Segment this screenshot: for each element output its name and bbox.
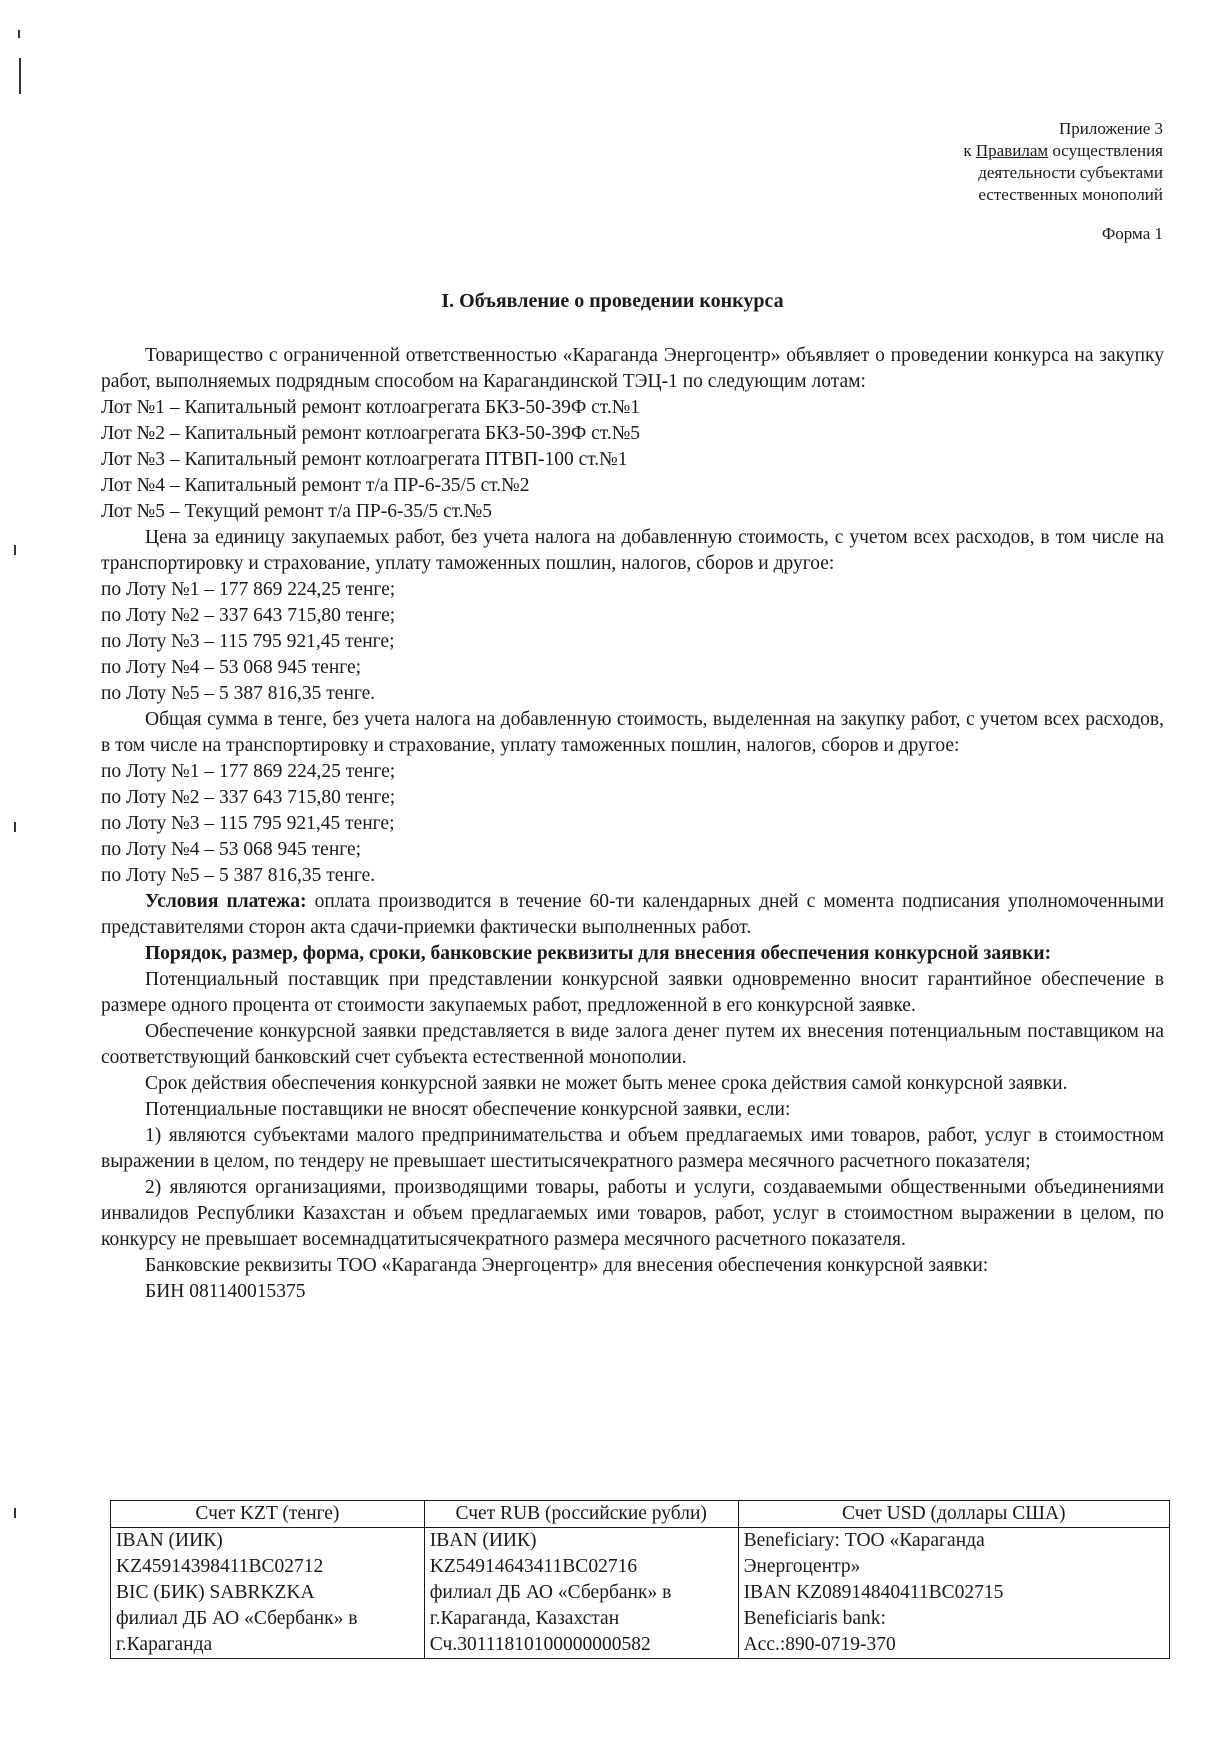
scan-mark bbox=[14, 1508, 16, 1518]
unit-price-item: по Лоту №3 – 115 795 921,45 тенге; bbox=[101, 631, 395, 652]
rub-line: г.Караганда, Казахстан bbox=[429, 1608, 620, 1629]
security-paragraph: Обеспечение конкурсной заявки представляется в виде залога денег путем их внесения потенциальным поставщиком на соответствующий банковский счет субъекта естественной монополии. bbox=[101, 1021, 1164, 1068]
bank-details-intro: Банковские реквизиты ТОО «Караганда Энергоцентр» для внесения обеспечения конкурсной заявки: bbox=[145, 1255, 989, 1276]
exemption-item: 1) являются субъектами малого предпринимательства и объем предлагаемых ими товаров, работ, услуг в стоимостном выражении в целом, по тендеру не превышает шеститысячекратного размера месячного расчетного показателя; bbox=[101, 1125, 1164, 1172]
payment-label: Условия платежа: bbox=[145, 891, 307, 912]
security-paragraph: Потенциальный поставщик при представлении конкурсной заявки одновременно вносит гарантийное обеспечение в размере одного процента от стоимости закупаемых работ, предложенной в его конкурсной заявке. bbox=[101, 969, 1164, 1016]
total-item: по Лоту №1 – 177 869 224,25 тенге; bbox=[101, 761, 396, 782]
unit-price-intro: Цена за единицу закупаемых работ, без учета налога на добавленную стоимость, с учетом всех расходов, в том числе на транспортировку и страхование, уплату таможенных пошлин, налогов, сборов и другое: bbox=[101, 527, 1164, 574]
rub-line: Сч.30111810100000000582 bbox=[429, 1634, 651, 1655]
scan-mark bbox=[14, 545, 16, 555]
unit-price-item: по Лоту №2 – 337 643 715,80 тенге; bbox=[101, 605, 396, 626]
usd-line: Acc.:890-0719-370 bbox=[743, 1634, 896, 1655]
lot-item: Лот №2 – Капитальный ремонт котлоагрегата БКЗ-50-39Ф ст.№5 bbox=[101, 423, 641, 444]
usd-line: Beneficiaris bank: bbox=[743, 1608, 886, 1629]
security-paragraph: Потенциальные поставщики не вносят обеспечение конкурсной заявки, если: bbox=[145, 1099, 791, 1120]
usd-account-cell bbox=[738, 1528, 1169, 1659]
rub-account-cell bbox=[424, 1528, 738, 1659]
document-title: I. Объявление о проведении конкурса bbox=[441, 290, 784, 312]
total-item: по Лоту №2 – 337 643 715,80 тенге; bbox=[101, 787, 396, 808]
document-body bbox=[101, 343, 1164, 1305]
usd-line: Beneficiary: ТОО «Караганда bbox=[743, 1530, 985, 1551]
rub-line: IBAN (ИИК) bbox=[429, 1530, 537, 1551]
total-item: по Лоту №4 – 53 068 945 тенге; bbox=[101, 839, 362, 860]
lot-item: Лот №4 – Капитальный ремонт т/а ПР-6-35/5 ст.№2 bbox=[101, 475, 530, 496]
header-usd: Счет USD (доллары США) bbox=[738, 1501, 1169, 1528]
appendix-rules-line: к Правилам осуществления bbox=[963, 141, 1163, 160]
appendix-line3: деятельности субъектами bbox=[978, 163, 1163, 182]
lot-item: Лот №3 – Капитальный ремонт котлоагрегата ПТВП-100 ст.№1 bbox=[101, 449, 628, 470]
header-kzt: Счет KZT (тенге) bbox=[111, 1501, 425, 1528]
total-intro: Общая сумма в тенге, без учета налога на добавленную стоимость, выделенная на закупку работ, с учетом всех расходов, в том числе на транспортировку и страхование, уплату таможенных пошлин, налогов, сборов и другое: bbox=[101, 709, 1164, 756]
usd-line: IBAN KZ08914840411BC02715 bbox=[743, 1582, 1004, 1603]
header-rub: Счет RUB (российские рубли) bbox=[424, 1501, 738, 1528]
appendix-number: Приложение 3 bbox=[1059, 119, 1163, 138]
kzt-line: филиал ДБ АО «Сбербанк» в bbox=[116, 1608, 358, 1629]
rub-line: филиал ДБ АО «Сбербанк» в bbox=[429, 1582, 672, 1603]
unit-price-item: по Лоту №5 – 5 387 816,35 тенге. bbox=[101, 683, 376, 704]
lot-item: Лот №1 – Капитальный ремонт котлоагрегата БКЗ-50-39Ф ст.№1 bbox=[101, 397, 641, 418]
total-item: по Лоту №3 – 115 795 921,45 тенге; bbox=[101, 813, 395, 834]
usd-line: Энергоцентр» bbox=[743, 1556, 861, 1577]
kzt-line: г.Караганда bbox=[116, 1634, 213, 1655]
intro-paragraph: Товарищество с ограниченной ответственностью «Караганда Энергоцентр» объявляет о проведении конкурса на закупку работ, выполняемых подрядным способом на Карагандинской ТЭЦ-1 по следующим лотам: bbox=[101, 345, 1164, 392]
lot-item: Лот №5 – Текущий ремонт т/а ПР-6-35/5 ст.№5 bbox=[101, 501, 492, 522]
payment-text: оплата производится в течение 60-ти календарных дней с момента подписания уполномоченными представителями сторон акта сдачи-приемки фактически выполненных работ. bbox=[101, 891, 1165, 938]
kzt-line: IBAN (ИИК) bbox=[116, 1530, 223, 1551]
appendix-header bbox=[963, 118, 1163, 206]
unit-price-item: по Лоту №1 – 177 869 224,25 тенге; bbox=[101, 579, 396, 600]
scan-mark bbox=[18, 30, 20, 38]
security-paragraph: Срок действия обеспечения конкурсной заявки не может быть менее срока действия самой конкурсной заявки. bbox=[145, 1073, 1068, 1094]
appendix-line4: естественных монополий bbox=[978, 185, 1163, 204]
payment-terms bbox=[101, 889, 1164, 941]
exemption-item: 2) являются организациями, производящими товары, работы и услуги, создаваемыми общественными объединениями инвалидов Республики Казахстан и объем предлагаемых ими товаров, работ, услуг в стоимостном выражении в целом, по конкурсу не превышает восемнадцатитысячекратного размера месячного расчетного показателя. bbox=[101, 1177, 1164, 1250]
bin-number: БИН 081140015375 bbox=[145, 1281, 306, 1302]
form-label: Форма 1 bbox=[1101, 224, 1163, 243]
security-heading: Порядок, размер, форма, сроки, банковские реквизиты для внесения обеспечения конкурсной заявки: bbox=[145, 943, 1052, 964]
rub-line: KZ54914643411BC02716 bbox=[429, 1556, 638, 1577]
total-item: по Лоту №5 – 5 387 816,35 тенге. bbox=[101, 865, 376, 886]
table-header-row bbox=[111, 1501, 1170, 1528]
scan-mark bbox=[14, 822, 16, 832]
bank-details-table bbox=[110, 1500, 1170, 1659]
unit-price-item: по Лоту №4 – 53 068 945 тенге; bbox=[101, 657, 362, 678]
scan-mark bbox=[19, 58, 21, 94]
rules-link[interactable]: Правилам bbox=[975, 141, 1049, 160]
kzt-line: KZ45914398411BC02712 bbox=[116, 1556, 324, 1577]
kzt-account-cell bbox=[111, 1528, 425, 1659]
table-row bbox=[111, 1528, 1170, 1659]
kzt-line: BIC (БИК) SABRKZKA bbox=[116, 1582, 315, 1603]
